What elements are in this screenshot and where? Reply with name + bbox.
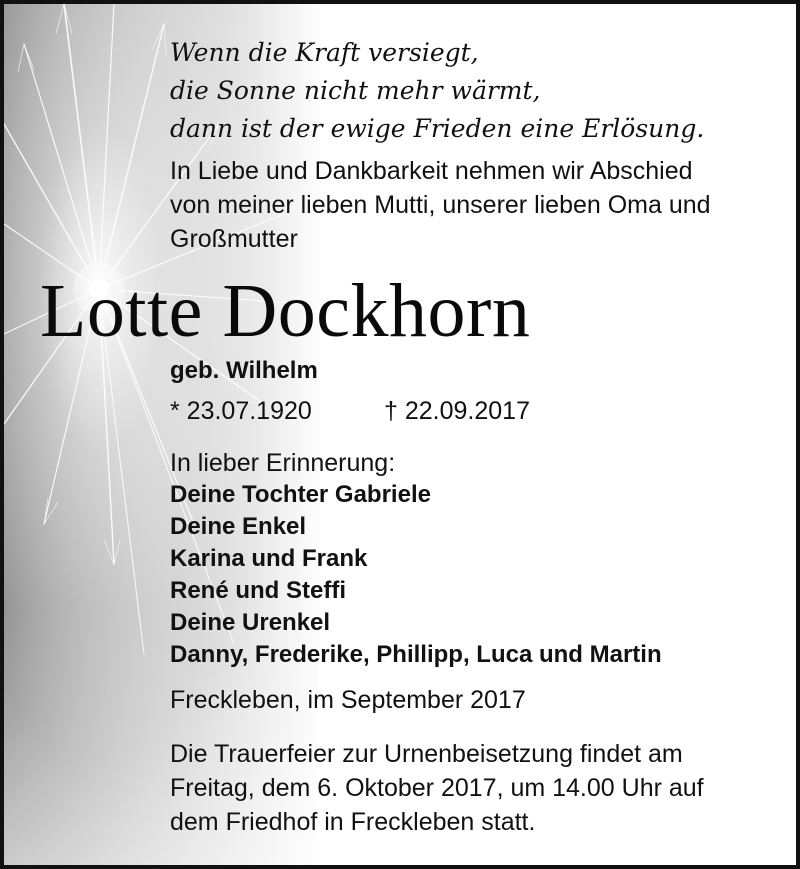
place-date: Freckleben, im September 2017	[170, 686, 526, 714]
maiden-name: geb. Wilhelm	[170, 357, 318, 384]
funeral-line: Freitag, dem 6. Oktober 2017, um 14.00 Uhr auf	[170, 774, 704, 802]
mourner-line: Danny, Frederike, Phillipp, Luca und Martin	[170, 641, 662, 668]
poem	[170, 34, 704, 148]
intro-line: Großmutter	[170, 225, 298, 253]
intro-text	[170, 154, 790, 256]
deceased-name: Lotte Dockhorn	[40, 269, 531, 353]
mourners-list	[170, 447, 662, 671]
poem-line: Wenn die Kraft versiegt,	[170, 38, 479, 67]
funeral-info	[170, 737, 790, 839]
life-dates	[170, 396, 590, 426]
funeral-line: Die Trauerfeier zur Urnenbeisetzung findet am	[170, 740, 683, 768]
mourner-line: Karina und Frank	[170, 545, 368, 572]
poem-line: die Sonne nicht mehr wärmt,	[170, 76, 541, 105]
mourner-line: Deine Tochter Gabriele	[170, 481, 431, 508]
mourner-line: Deine Enkel	[170, 513, 307, 540]
mourner-line: Deine Urenkel	[170, 609, 331, 636]
birth-date: * 23.07.1920	[170, 397, 312, 425]
death-date: † 22.09.2017	[384, 397, 530, 425]
intro-line: von meiner lieben Mutti, unserer lieben Oma und	[170, 191, 711, 219]
mourners-heading: In lieber Erinnerung:	[170, 449, 396, 477]
funeral-line: dem Friedhof in Freckleben statt.	[170, 808, 536, 836]
mourner-line: René und Steffi	[170, 577, 347, 604]
intro-line: In Liebe und Dankbarkeit nehmen wir Abschied	[170, 157, 693, 185]
poem-line: dann ist der ewige Frieden eine Erlösung.	[170, 114, 705, 143]
